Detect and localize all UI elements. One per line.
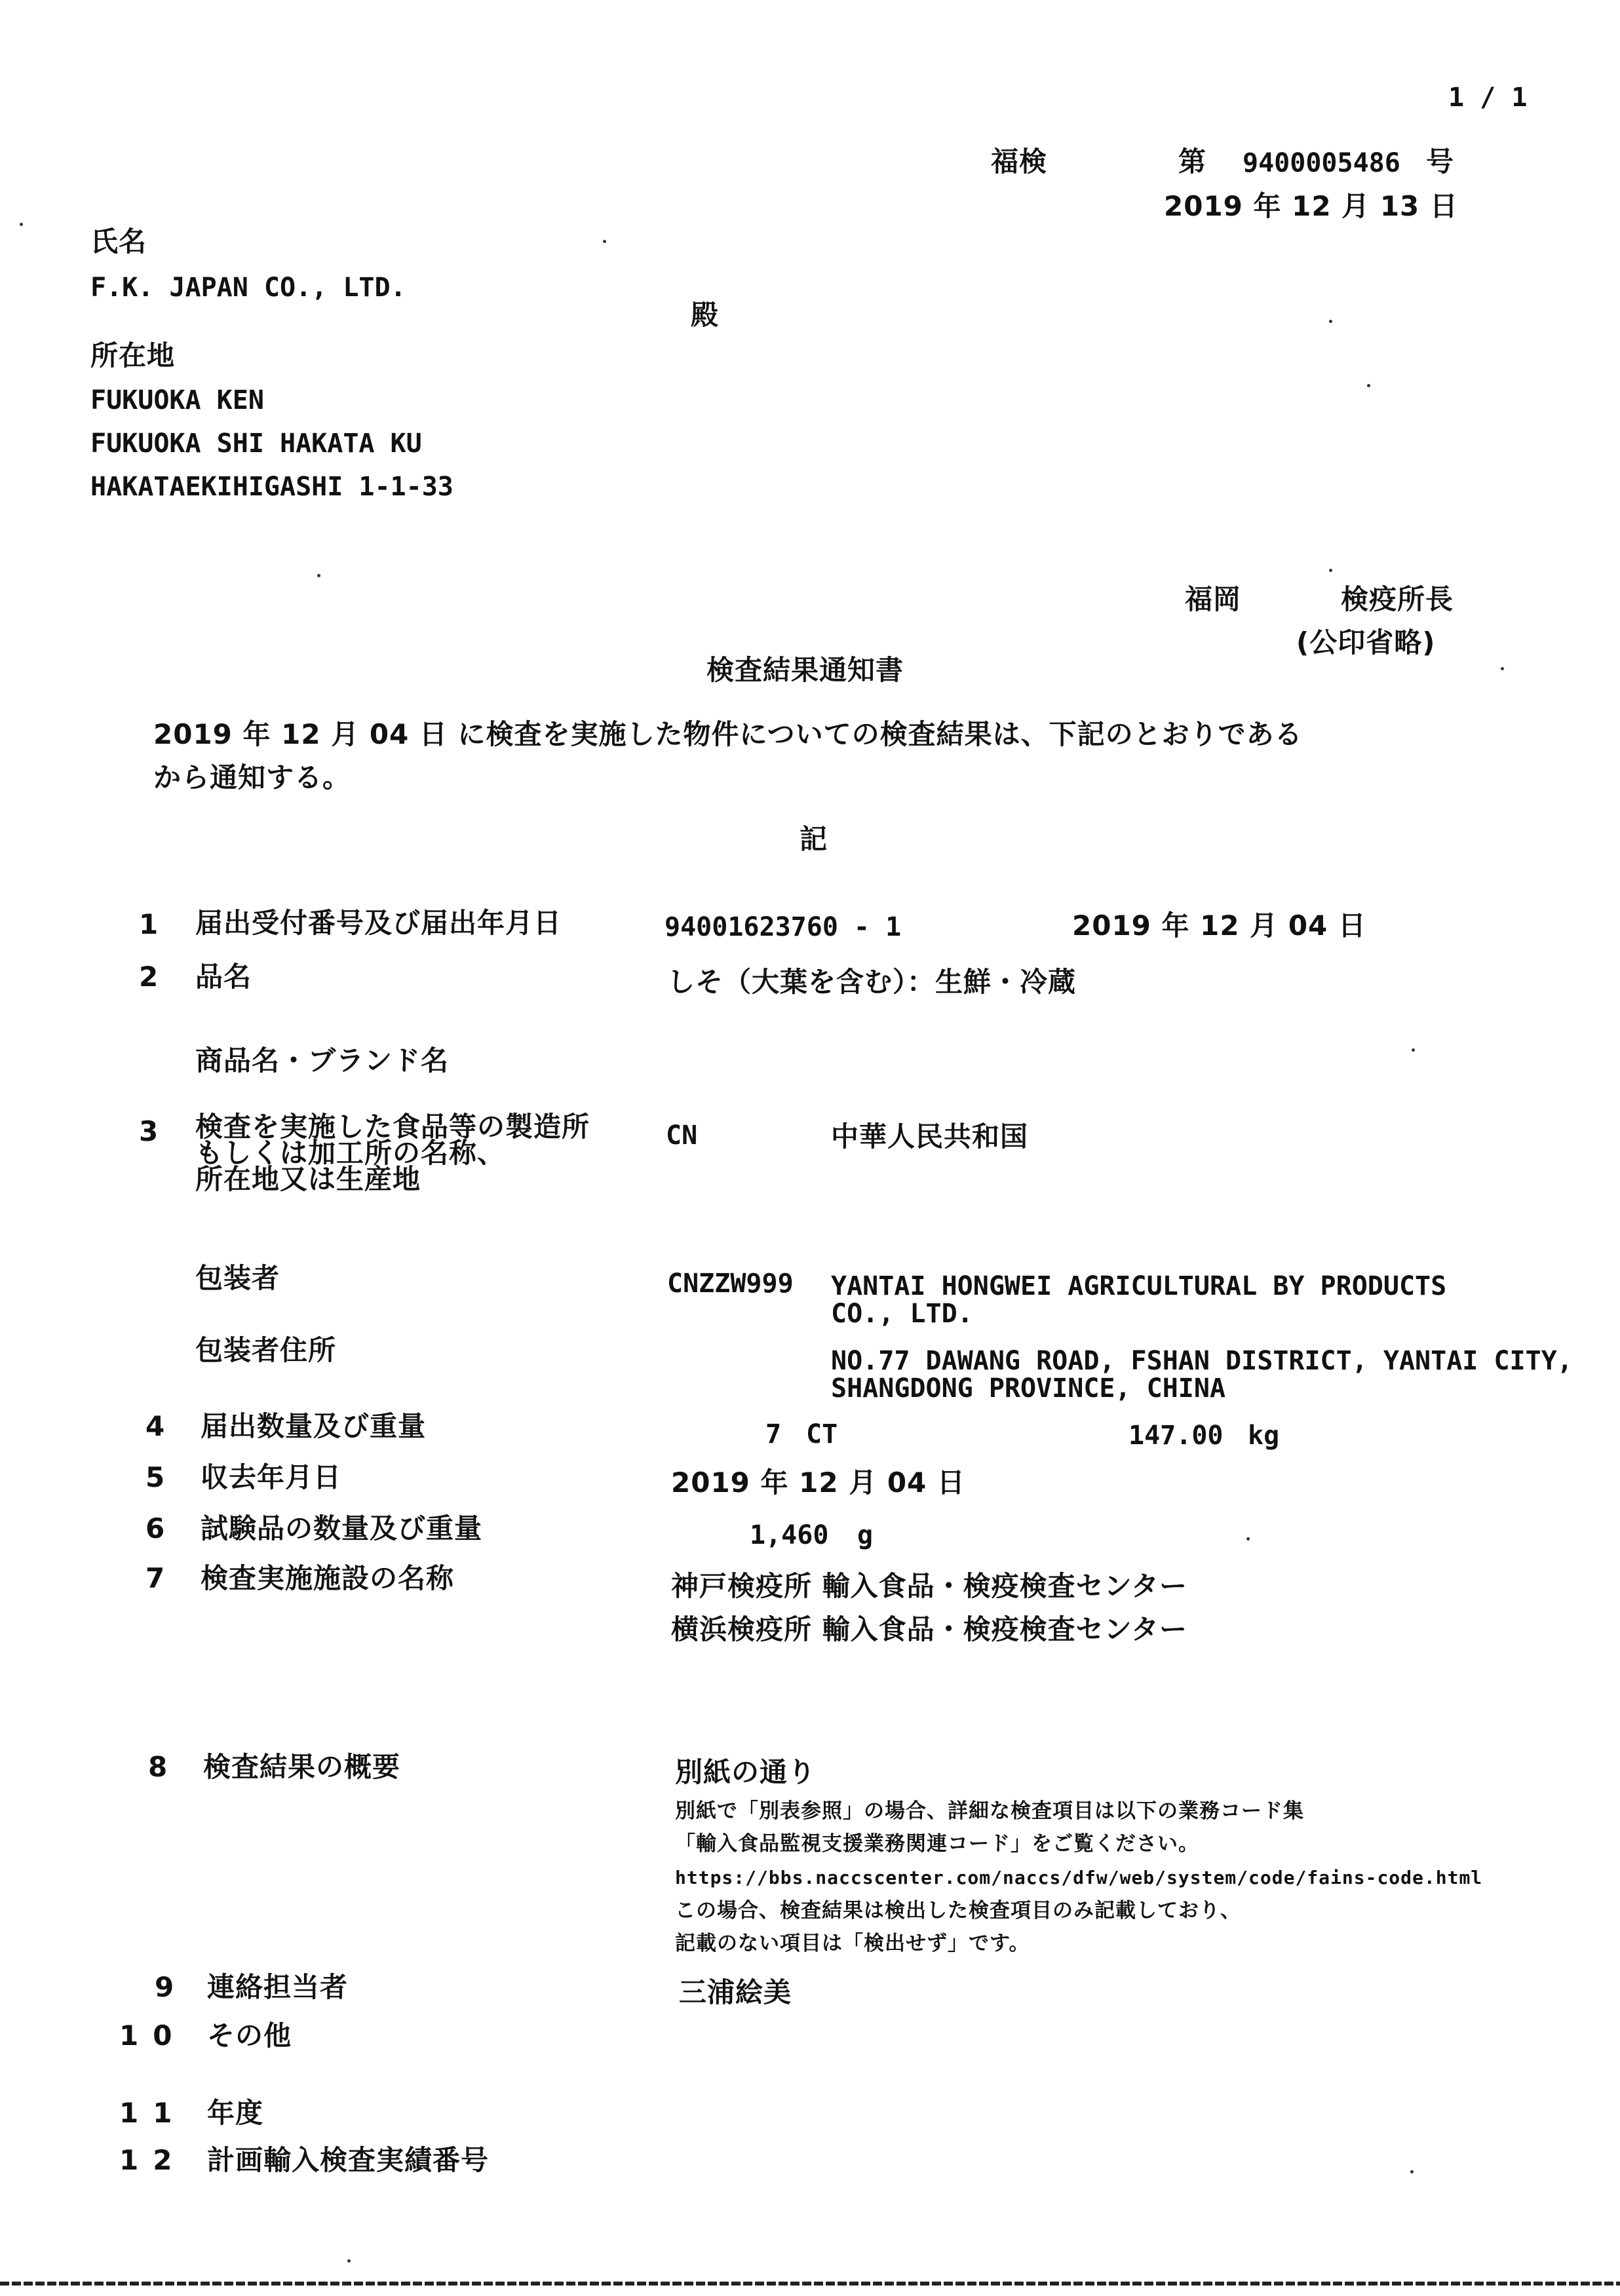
item-label: 検査結果の概要 (203, 1751, 401, 1783)
issuer-place: 福岡 (1185, 583, 1242, 615)
item-label: 収去年月日 (201, 1461, 342, 1493)
country-code: CN (666, 1120, 698, 1151)
address-line: HAKATAEKIHIGASHI 1-1-33 (90, 472, 453, 502)
item-number: 9 (155, 1971, 175, 2003)
contact-person: 三浦絵美 (679, 1976, 792, 2008)
intro-line: から通知する。 (153, 761, 351, 794)
address-line: FUKUOKA SHI HAKATA KU (90, 429, 422, 459)
item-label: 検査を実施した食品等の製造所 (195, 1111, 590, 1143)
item-number: 12 (119, 2144, 187, 2176)
item-number: 5 (145, 1461, 166, 1493)
packer-address: SHANGDONG PROVINCE, CHINA (831, 1373, 1226, 1404)
item-label: 連絡担当者 (207, 1971, 349, 2003)
scan-speck (1329, 320, 1332, 323)
result-note: 「輸入食品監視支援業務関連コード」をご覧ください。 (675, 1832, 1199, 1856)
item-label: 品名 (195, 961, 252, 993)
item-label: 試験品の数量及び重量 (201, 1512, 483, 1544)
item-label: 検査実施施設の名称 (201, 1562, 455, 1594)
product-name: しそ（大葉を含む）：生鮮・冷蔵 (667, 966, 1077, 998)
item-number: 6 (145, 1512, 166, 1544)
facility-name: 神戸検疫所 輸入食品・検疫検査センター (671, 1570, 1187, 1602)
item-number: 8 (148, 1751, 168, 1783)
item-label: 所在地又は生産地 (195, 1163, 421, 1195)
notification-date: 2019 年 12 月 04 日 (1072, 909, 1366, 942)
scan-speck (603, 240, 606, 243)
ki-mark: 記 (800, 823, 828, 855)
code-list-link[interactable]: https://bbs.naccscenter.com/naccs/dfw/web/system/code/fains-code.html (675, 1867, 1483, 1888)
item-number: 11 (119, 2097, 187, 2129)
seal-omitted: (公印省略) (1296, 626, 1436, 659)
number-suffix: 号 (1426, 145, 1455, 178)
sampling-date: 2019 年 12 月 04 日 (671, 1466, 965, 1499)
packer-address: NO.77 DAWANG ROAD, FSHAN DISTRICT, YANTAI CITY, (831, 1346, 1573, 1376)
result-note: 別紙で「別表参照」の場合、詳細な検査項目は以下の業務コード集 (675, 1799, 1304, 1823)
issue-date: 2019 年 12 月 13 日 (1164, 190, 1458, 222)
scan-speck (20, 223, 23, 226)
sample-quantity: 1,460 (750, 1520, 829, 1550)
address-label: 所在地 (90, 339, 176, 372)
scan-speck (317, 574, 320, 577)
name-label: 氏名 (90, 225, 147, 258)
scan-speck (1246, 1537, 1250, 1540)
item-label: もしくは加工所の名称、 (195, 1137, 506, 1169)
notification-number: 94001623760 - 1 (665, 912, 902, 942)
item-number: 2 (139, 961, 159, 993)
document-title: 検査結果通知書 (706, 654, 904, 686)
packer-name: CO., LTD. (831, 1299, 973, 1329)
result-note: 記載のない項目は「検出せず」です。 (675, 1932, 1030, 1955)
page-number: 1 / 1 (1448, 83, 1528, 113)
packer-code: CNZZW999 (667, 1269, 794, 1299)
item-number: 10 (119, 2019, 187, 2052)
item-number: 3 (139, 1115, 159, 1147)
scan-speck (1367, 384, 1370, 387)
brand-label: 商品名・ブランド名 (195, 1044, 450, 1077)
country-name: 中華人民共和国 (831, 1120, 1029, 1153)
item-label: 計画輸入検査実績番号 (207, 2144, 490, 2176)
quantity: 7 (765, 1419, 782, 1449)
recipient-name: F.K. JAPAN CO., LTD. (90, 273, 406, 303)
sample-unit: g (857, 1520, 874, 1550)
result-summary: 別紙の通り (675, 1756, 817, 1788)
honorific: 殿 (691, 299, 720, 331)
scan-speck (1410, 2170, 1414, 2173)
address-line: FUKUOKA KEN (90, 385, 264, 415)
bottom-scan-line (0, 2282, 1620, 2286)
scan-speck (347, 2259, 351, 2263)
result-note: この場合、検査結果は検出した検査項目のみ記載しており、 (675, 1899, 1241, 1923)
item-number: 7 (145, 1562, 166, 1594)
item-label: 年度 (207, 2097, 264, 2129)
intro-line: 2019 年 12 月 04 日 に検査を実施した物件についての検査結果は、下記のとおりである (153, 718, 1303, 750)
packer-address-label: 包装者住所 (195, 1334, 337, 1366)
scan-speck (1501, 667, 1504, 670)
quantity-unit: CT (806, 1419, 838, 1449)
weight-unit: kg (1248, 1421, 1280, 1451)
number-prefix: 第 (1178, 145, 1207, 178)
item-number: 1 (139, 908, 159, 940)
item-number: 4 (145, 1410, 166, 1442)
facility-name: 横浜検疫所 輸入食品・検疫検査センター (671, 1613, 1187, 1645)
scan-speck (1329, 569, 1332, 572)
packer-name: YANTAI HONGWEI AGRICULTURAL BY PRODUCTS (831, 1271, 1447, 1301)
office-code: 福検 (991, 145, 1048, 178)
document-number: 9400005486 (1243, 148, 1400, 178)
issuer-title: 検疫所長 (1341, 583, 1454, 615)
packer-label: 包装者 (195, 1262, 280, 1294)
item-label: その他 (207, 2019, 292, 2052)
weight: 147.00 (1128, 1421, 1224, 1451)
scan-speck (1412, 1048, 1415, 1052)
item-label: 届出受付番号及び届出年月日 (195, 907, 562, 939)
item-label: 届出数量及び重量 (201, 1410, 427, 1442)
